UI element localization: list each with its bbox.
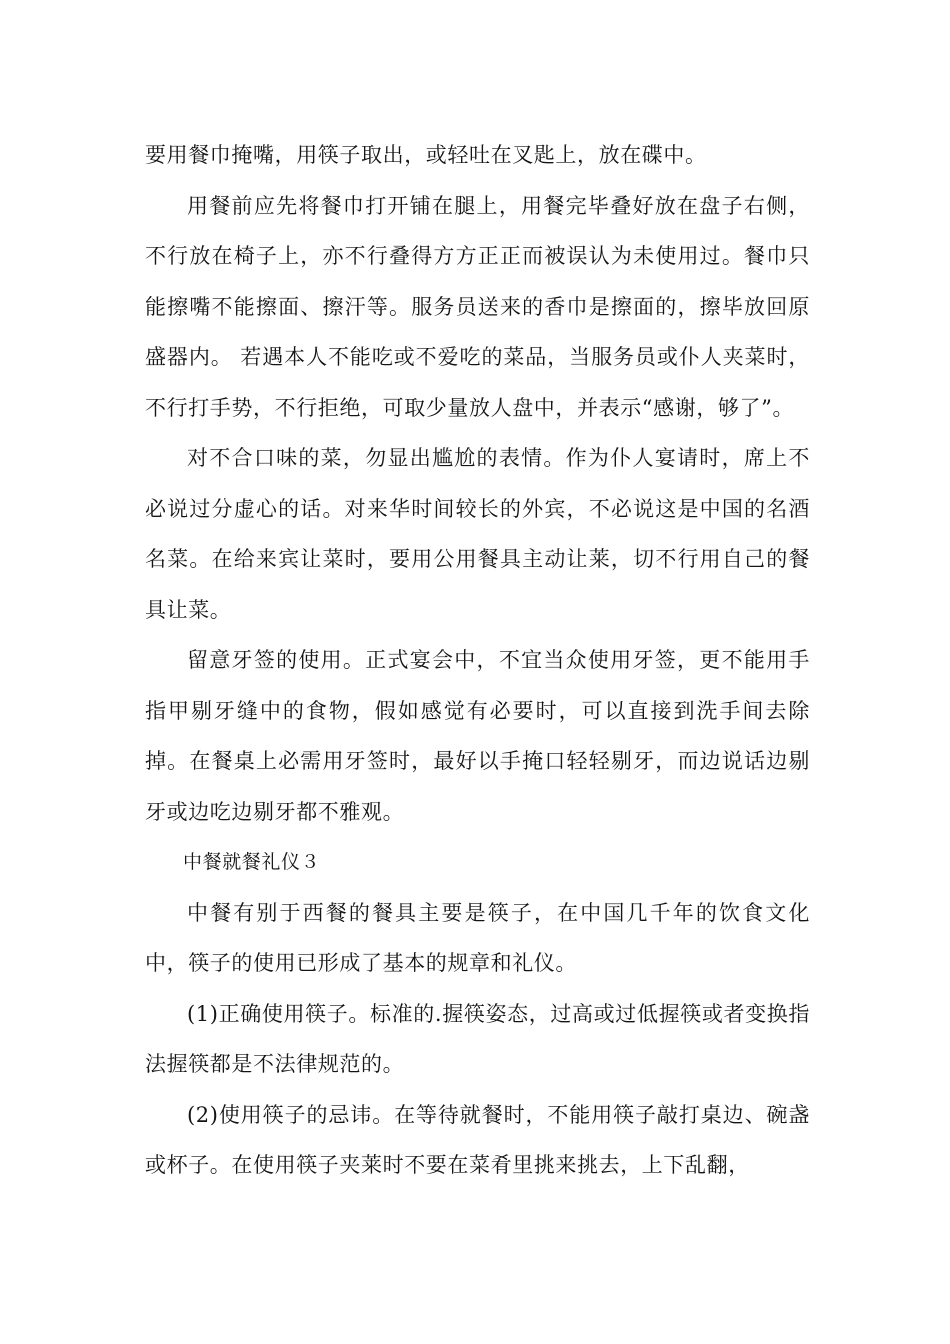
paragraph-toothpick: 留意牙签的使用。正式宴会中，不宜当众使用牙签，更不能用手指甲剔牙缝中的食物，假如感觉有必要时，可以直接到洗手间去除掉。在餐桌上必需用牙签时，最好以手掩口轻轻剔牙，而边说话边剔牙或边吃边剔牙都不雅观。 bbox=[145, 648, 810, 824]
paragraph-chopsticks-rule-2: (2)使用筷子的忌讳。在等待就餐时，不能用筷子敲打桌边、碗盏或杯子。在使用筷子夹莱时不要在菜肴里挑来挑去，上下乱翻， bbox=[145, 1102, 810, 1177]
paragraph-chopsticks-intro: 中餐有别于西餐的餐具主要是筷子，在中国几千年的饮食文化中，筷子的使用已形成了基本的规章和礼仪。 bbox=[145, 900, 810, 975]
paragraph-continued: 要用餐巾掩嘴，用筷子取出，或轻吐在叉匙上，放在碟中。 bbox=[145, 143, 707, 167]
paragraph-dish-manners: 对不合口味的菜，勿显出尴尬的表情。作为仆人宴请时，席上不必说过分虚心的话。对来华时间较长的外宾，不必说这是中国的名酒名菜。在给来宾让菜时，要用公用餐具主动让莱，切不行用自己的餐具让菜。 bbox=[145, 446, 810, 622]
section-heading: 中餐就餐礼仪３ bbox=[183, 851, 321, 873]
paragraph-chopsticks-rule-1: (1)正确使用筷子。标准的.握筷姿态，过高或过低握筷或者变换指法握筷都是不法律规范的。 bbox=[145, 1001, 810, 1076]
paragraph-napkin-usage: 用餐前应先将餐巾打开铺在腿上，用餐完毕叠好放在盘子右侧，不行放在椅子上，亦不行叠得方方正正而被误认为未使用过。餐巾只能擦嘴不能擦面、擦汗等。服务员送来的香巾是擦面的，擦毕放回原盛器内。 若遇本人不能吃或不爱吃的菜品，当服务员或仆人夹菜时，不行打手势，不行拒绝，可取少量放人盘中，并表示“感谢，够了”。 bbox=[145, 193, 810, 420]
document-body bbox=[145, 130, 810, 1191]
